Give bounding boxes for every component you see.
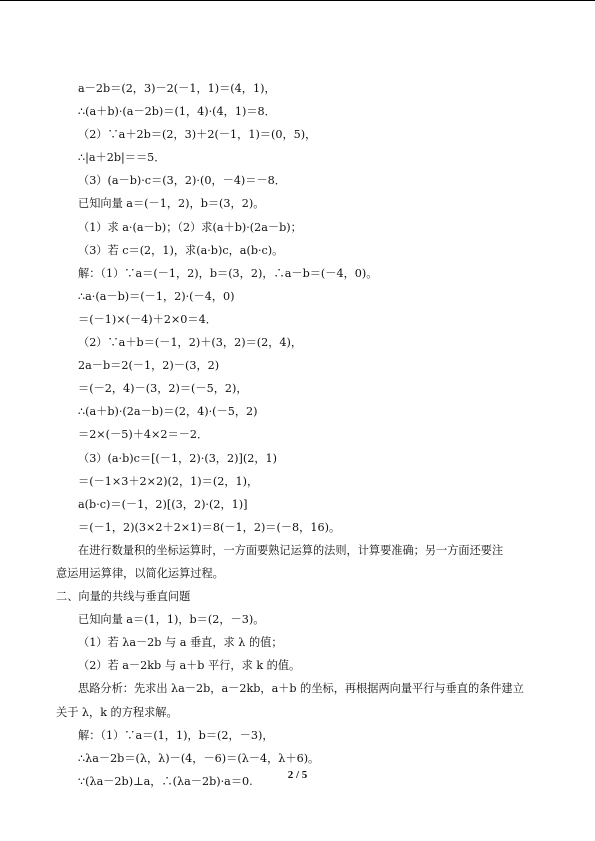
text-line: ∴(a＋b)·(2a－b)＝(2，4)·(－5，2) bbox=[78, 405, 258, 419]
text-line: ＝(－1)×(－4)＋2×0＝4． bbox=[78, 312, 217, 326]
text-line: ＝(－1×3＋2×2)(2，1)＝(2，1)， bbox=[78, 474, 259, 488]
text-line: ＝(－2，4)－(3，2)＝(－5，2)， bbox=[78, 382, 248, 396]
text-line: ∵(λa－2b)⊥a，∴(λa－2b)·a＝0. bbox=[78, 774, 253, 788]
text-line: a－2b＝(2，3)－2(－1，1)＝(4，1)， bbox=[78, 82, 276, 95]
text-line: 已知向量 a＝(－1，2)，b＝(3，2)。 bbox=[78, 197, 265, 211]
text-line: 2a－b＝2(－1，2)－(3，2) bbox=[78, 359, 220, 373]
text-line: ∴|a＋2b|＝＝5． bbox=[78, 151, 166, 165]
text-line: （3）若 c＝(2，1)，求(a·b)c，a(b·c)。 bbox=[78, 243, 284, 257]
text-line: ＝2×(－5)＋4×2＝－2． bbox=[78, 428, 209, 442]
text-line: ∴a·(a－b)＝(－1，2)·(－4，0) bbox=[78, 289, 235, 303]
text-line: 解：（1）∵a＝(－1，2)，b＝(3，2)，∴a－b＝(－4，0)。 bbox=[78, 266, 378, 280]
text-line: （2）∵a＋2b＝(2，3)＋2(－1，1)＝(0，5)， bbox=[78, 128, 317, 142]
page-number: 2 / 5 bbox=[287, 769, 308, 781]
text-line: （2）∵a＋b＝(－1，2)＋(3，2)＝(2，4)， bbox=[78, 336, 303, 350]
text-line: 意运用运算律，以简化运算过程。 bbox=[56, 566, 224, 580]
text-line: 思路分析：先求出 λa－2b，a－2kb，a＋b 的坐标，再根据两向量平行与垂直的条件建立 bbox=[78, 682, 524, 696]
page-top-rule bbox=[0, 0, 595, 1]
text-line: 在进行数量积的坐标运算时，一方面要熟记运算的法则，计算要准确；另一方面还要注 bbox=[78, 543, 504, 557]
text-line: （3）(a－b)·c＝(3，2)·(0，－4)＝－8． bbox=[78, 174, 286, 188]
text-line: （2）若 a－2kb 与 a＋b 平行，求 k 的值。 bbox=[78, 659, 301, 673]
text-line: （3）(a·b)c＝[(－1，2)·(3，2)](2，1) bbox=[78, 451, 277, 465]
text-line: 已知向量 a＝(1，1)，b＝(2，－3)。 bbox=[78, 613, 265, 627]
text-line: （1）求 a·(a－b)；（2）求(a＋b)·(2a－b)； bbox=[78, 220, 302, 234]
text-line: ＝(－1，2)(3×2＋2×1)＝8(－1，2)＝(－8，16)。 bbox=[78, 520, 341, 534]
section-heading: 二、向量的共线与垂直问题 bbox=[56, 590, 191, 604]
document-body bbox=[56, 77, 536, 793]
text-line: a(b·c)＝(－1，2)[(3，2)·(2，1)] bbox=[78, 497, 248, 511]
text-line: 关于 λ，k 的方程求解。 bbox=[56, 705, 178, 719]
text-line: 解：（1）∵a＝(1，1)，b＝(2，－3)， bbox=[78, 728, 274, 742]
text-line: ∴λa－2b＝(λ，λ)－(4，－6)＝(λ－4，λ＋6)。 bbox=[78, 751, 320, 765]
text-line: （1）若 λa－2b 与 a 垂直，求 λ 的值； bbox=[78, 636, 283, 650]
text-line: ∴(a＋b)·(a－2b)＝(1，4)·(4，1)＝8． bbox=[78, 105, 276, 119]
